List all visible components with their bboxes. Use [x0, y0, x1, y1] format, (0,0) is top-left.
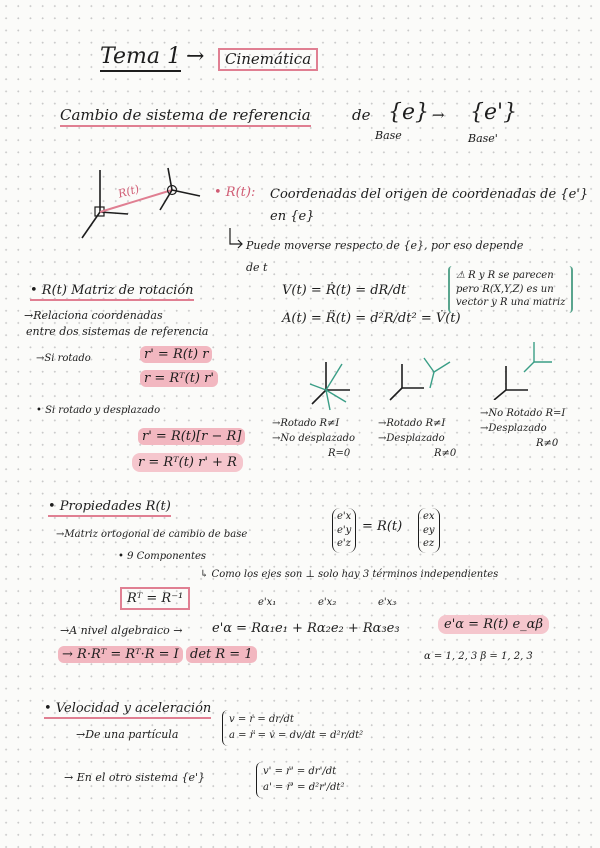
rotation-title-text: • R(t) Matriz de rotación	[30, 283, 194, 301]
title-text: Tema 1	[100, 44, 181, 72]
v-other: v' = ṙ' = dr'/dt	[263, 766, 337, 777]
vec-eq-mid: = R(t)	[362, 519, 403, 534]
particle-eqs	[222, 710, 369, 746]
vec-left-0: e'x	[337, 511, 352, 522]
properties-components: • 9 Componentes	[118, 551, 207, 562]
label-base-prime: Base'	[468, 132, 498, 145]
Rdef-text-b: en {e}	[270, 209, 315, 224]
page-title	[100, 46, 181, 68]
vec-right-0: ex	[423, 511, 435, 522]
section1-title-text: Cambio de sistema de referencia	[60, 106, 311, 127]
a-particle: a = r̈ = v̇ = dv/dt = d²r/dt²	[229, 730, 364, 741]
rotation-rotdisp-label: • Si rotado y desplazado	[36, 405, 161, 416]
corner-arrow-icon	[228, 228, 244, 250]
rotation-eq2-text: r = Rᵀ(t) r'	[140, 370, 218, 387]
RT-box	[120, 592, 190, 605]
v-particle: v = ṙ = dr/dt	[229, 714, 294, 725]
case1-l2: →No desplazado	[272, 433, 355, 444]
vec-right-1: ey	[423, 524, 435, 536]
case1	[272, 416, 355, 461]
axes-rotated-icon	[306, 354, 366, 414]
rotation-eq4-text: r = Rᵀ(t) r' + R	[132, 453, 243, 472]
velacc-other: → En el otro sistema {e'}	[64, 771, 206, 784]
properties-title-text: • Propiedades R(t)	[48, 499, 171, 517]
case2-l3: R≠0	[434, 448, 457, 459]
label-base: Base	[375, 129, 402, 142]
note-box	[448, 266, 573, 313]
algebra-eq: e'α = Rα₁e₁ + Rα₂e₂ + Rα₃e₃	[212, 621, 400, 636]
algebra-result-text: e'α = R(t) e_αβ	[438, 615, 549, 634]
vec-left-2: e'z	[337, 538, 351, 549]
note-line1: ⚠ R y R se parecen	[456, 270, 554, 281]
other-eqs	[256, 762, 350, 798]
properties-comment: ↳ Como los ejes son ⊥ solo hay 3 términos independientes	[200, 569, 499, 580]
case3-l2: →Desplazado	[480, 423, 547, 434]
vec-left-1: e'y	[337, 524, 352, 536]
rotation-eq3	[138, 430, 245, 443]
velacc-title	[44, 702, 211, 715]
vec-left	[332, 508, 356, 553]
RT-text: Rᵀ = R⁻¹	[120, 587, 190, 610]
velocity-eq-a: A(t) = R̈(t) = d²R/dt² = V̇(t)	[282, 311, 461, 326]
case3	[480, 406, 565, 451]
velacc-title-text: • Velocidad y aceleración	[44, 701, 211, 719]
det-eq	[186, 648, 257, 661]
case2-l2: →Desplazado	[378, 433, 445, 444]
rotation-line1: →Relaciona coordenadas	[24, 309, 163, 322]
case2-l1: →Rotado R≠I	[378, 418, 446, 429]
basis-arrow: →	[432, 106, 445, 124]
vec-right-2: ez	[423, 538, 435, 549]
rotation-title	[30, 284, 194, 297]
det-eq-text: det R = 1	[186, 646, 257, 663]
section1-de: de	[352, 106, 371, 124]
properties-line1: →Matriz ortogonal de cambio de base	[56, 529, 248, 540]
indices: α = 1, 2, 3 β = 1, 2, 3	[424, 651, 533, 662]
over-label-1: e'x₁	[258, 597, 277, 608]
Rdef-sub-b: de t	[246, 261, 268, 274]
rotation-eq2	[140, 372, 218, 385]
rotation-eq1	[140, 348, 212, 361]
case2	[378, 416, 456, 461]
velacc-particle: →De una partícula	[76, 728, 179, 741]
vec-right	[418, 508, 440, 553]
Rdef-sub-a: Puede moverse respecto de {e}, por eso depende	[246, 239, 524, 252]
case1-l3: R=0	[328, 448, 351, 459]
case3-l3: R≠0	[536, 438, 559, 449]
axes-rotated-displaced-icon	[384, 354, 454, 414]
ortho-eq	[58, 648, 183, 661]
basis-to: {e'}	[470, 100, 518, 125]
velocity-eq-v: V(t) = Ṙ(t) = dR/dt	[282, 283, 407, 298]
rotation-rot-label: →Si rotado	[36, 353, 91, 364]
case3-l1: →No Rotado R=I	[480, 408, 566, 419]
Rdef-bullet-text: • R(t):	[214, 185, 256, 200]
properties-title	[48, 500, 171, 513]
subject-text: Cinemática	[225, 50, 312, 68]
vector-label: R(t)	[116, 182, 141, 201]
rotation-eq4	[132, 456, 243, 469]
rotation-eq1-text: r' = R(t) r	[140, 346, 212, 363]
note-line2: pero R(X,Y,Z) es un	[456, 283, 554, 295]
Rdef-bullet	[214, 186, 255, 199]
rotation-eq3-text: r' = R(t)[r − R]	[138, 428, 245, 445]
case1-l1: →Rotado R≠I	[272, 418, 340, 429]
over-label-3: e'x₃	[378, 597, 397, 608]
algebra-label: →A nivel algebraico →	[60, 624, 183, 637]
algebra-result	[438, 618, 549, 631]
Rdef-text-a: Coordenadas del origen de coordenadas de {e'}	[270, 187, 589, 202]
title-arrow: →	[186, 44, 205, 69]
rotation-line2: entre dos sistemas de referencia	[26, 325, 209, 338]
subject-box	[218, 48, 318, 71]
axes-displaced-icon	[486, 340, 556, 400]
section1-title	[60, 108, 311, 123]
a-other: a' = r̈' = d²r'/dt²	[263, 782, 345, 793]
ortho-eq-text: → R·Rᵀ = Rᵀ·R = I	[58, 646, 183, 663]
reference-frames-diagram	[76, 166, 206, 246]
basis-from: {e}	[388, 100, 430, 125]
note-line3: vector y R una matriz	[456, 297, 566, 308]
over-label-2: e'x₂	[318, 597, 337, 608]
